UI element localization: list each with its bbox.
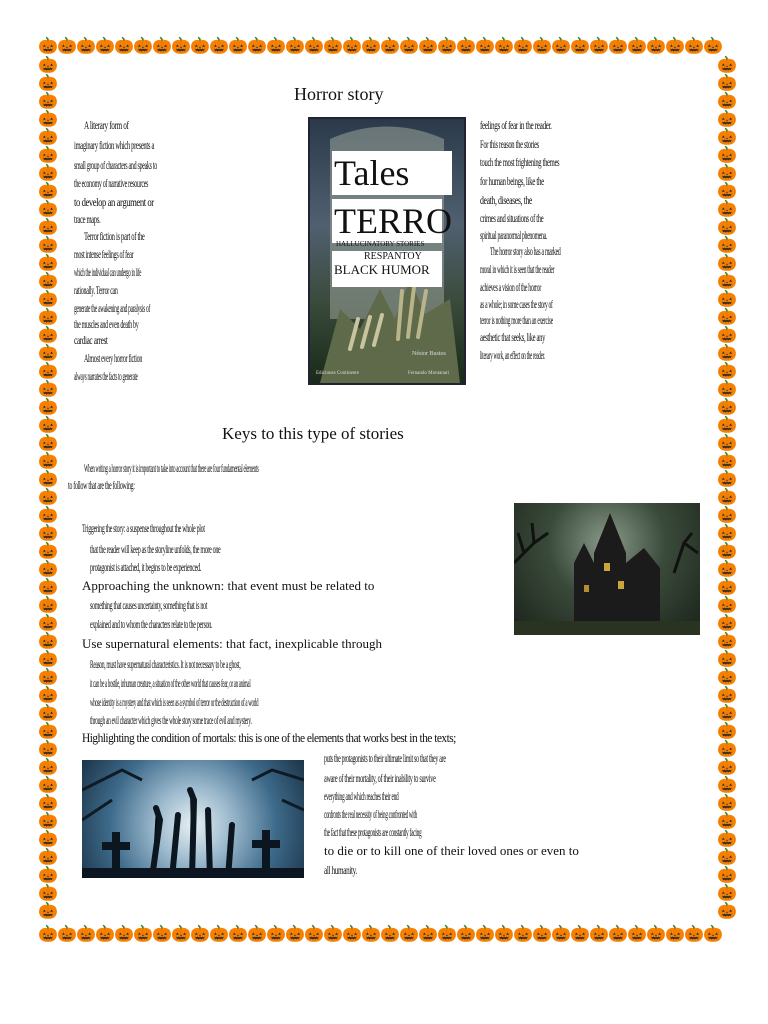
pumpkin-icon: 🎃 <box>38 741 58 758</box>
pumpkin-icon: 🎃 <box>304 38 324 55</box>
pumpkin-icon: 🎃 <box>717 561 737 578</box>
pumpkin-icon: 🎃 <box>717 867 737 884</box>
pumpkin-icon: 🎃 <box>152 38 172 55</box>
graveyard-moon-image <box>82 760 304 878</box>
pumpkin-icon: 🎃 <box>342 926 362 943</box>
pumpkin-icon: 🎃 <box>209 38 229 55</box>
book-author: Néstor Bustos <box>412 351 446 357</box>
pumpkin-icon: 🎃 <box>437 38 457 55</box>
pumpkin-icon: 🎃 <box>38 687 58 704</box>
pumpkin-icon: 🎃 <box>38 579 58 596</box>
text-line: moral in which it is seen that the reader <box>480 262 555 276</box>
pumpkin-icon: 🎃 <box>570 38 590 55</box>
bullet-heading: Use supernatural elements: that fact, inexplicable through <box>82 636 382 651</box>
pumpkin-icon: 🎃 <box>38 777 58 794</box>
pumpkin-icon: 🎃 <box>38 471 58 488</box>
book-illustrator: Fernando Montanari <box>408 371 449 376</box>
text-line: death, diseases, the <box>480 193 532 207</box>
text-line: confronts the real necessity of being confronted with <box>324 807 417 821</box>
pumpkin-icon: 🎃 <box>247 38 267 55</box>
pumpkin-icon: 🎃 <box>418 38 438 55</box>
bullet-line: something that causes uncertainty, something that is not <box>90 598 208 612</box>
text-line: to develop an argument or <box>74 195 154 209</box>
pumpkin-icon: 🎃 <box>717 453 737 470</box>
pumpkin-icon: 🎃 <box>38 453 58 470</box>
text-line: as a whole; in some cases the story of <box>480 297 553 311</box>
pumpkin-icon: 🎃 <box>323 38 343 55</box>
pumpkin-icon: 🎃 <box>717 291 737 308</box>
pumpkin-icon: 🎃 <box>38 669 58 686</box>
pumpkin-icon: 🎃 <box>589 38 609 55</box>
text-line: For this reason the stories <box>480 137 539 151</box>
bullet-line: explained and to whom the characters relate to the person. <box>90 617 213 631</box>
pumpkin-icon: 🎃 <box>703 926 723 943</box>
pumpkin-icon: 🎃 <box>627 926 647 943</box>
pumpkin-icon: 🎃 <box>38 237 58 254</box>
pumpkin-icon: 🎃 <box>361 926 381 943</box>
text-line: most intense feelings of fear <box>74 247 134 261</box>
pumpkin-icon: 🎃 <box>38 813 58 830</box>
text-line: puts the protagonists to their ultimate limit so that they are <box>324 751 446 765</box>
text-line: aware of their mortality, of their inability to survive <box>324 771 436 785</box>
text-line: Almost every horror fiction <box>84 351 143 365</box>
pumpkin-icon: 🎃 <box>456 38 476 55</box>
pumpkin-icon: 🎃 <box>38 38 58 55</box>
pumpkin-icon: 🎃 <box>38 201 58 218</box>
pumpkin-icon: 🎃 <box>570 926 590 943</box>
pumpkin-icon: 🎃 <box>361 38 381 55</box>
pumpkin-icon: 🎃 <box>717 849 737 866</box>
pumpkin-border-right <box>717 57 735 921</box>
pumpkin-icon: 🎃 <box>513 926 533 943</box>
pumpkin-icon: 🎃 <box>627 38 647 55</box>
bullet-line: Reason, must have supernatural characteristics. It is not necessary to be a ghost, <box>90 657 241 671</box>
pumpkin-icon: 🎃 <box>38 255 58 272</box>
pumpkin-icon: 🎃 <box>551 38 571 55</box>
pumpkin-icon: 🎃 <box>380 38 400 55</box>
pumpkin-icon: 🎃 <box>717 147 737 164</box>
pumpkin-icon: 🎃 <box>717 57 737 74</box>
pumpkin-icon: 🎃 <box>38 543 58 560</box>
text-line: for human beings, like the <box>480 174 544 188</box>
text-line: cardiac arrest <box>74 333 108 347</box>
bullet-heading: Triggering the story: a suspense throughout the whole plot <box>82 521 205 535</box>
book-small-title: RESPANTOY <box>364 251 422 262</box>
text-line: trace maps. <box>74 212 101 226</box>
pumpkin-icon: 🎃 <box>38 615 58 632</box>
pumpkin-icon: 🎃 <box>228 38 248 55</box>
pumpkin-icon: 🎃 <box>684 38 704 55</box>
pumpkin-icon: 🎃 <box>717 813 737 830</box>
pumpkin-icon: 🎃 <box>38 93 58 110</box>
pumpkin-icon: 🎃 <box>38 723 58 740</box>
pumpkin-icon: 🎃 <box>717 111 737 128</box>
pumpkin-icon: 🎃 <box>717 417 737 434</box>
pumpkin-icon: 🎃 <box>38 831 58 848</box>
text-line: everything and which reaches their end <box>324 789 399 803</box>
bullet-line: whose identity is a mystery and that which is seen as a symbol of terror or the destruction of a world <box>90 695 259 709</box>
text-line: rationally. Terror can <box>74 283 118 297</box>
pumpkin-icon: 🎃 <box>342 38 362 55</box>
pumpkin-icon: 🎃 <box>665 926 685 943</box>
pumpkin-icon: 🎃 <box>717 237 737 254</box>
pumpkin-icon: 🎃 <box>717 255 737 272</box>
pumpkin-icon: 🎃 <box>38 597 58 614</box>
pumpkin-icon: 🎃 <box>57 926 77 943</box>
pumpkin-icon: 🎃 <box>38 561 58 578</box>
pumpkin-icon: 🎃 <box>228 926 248 943</box>
text-line: imaginary fiction which presents a <box>74 138 155 152</box>
pumpkin-icon: 🎃 <box>38 219 58 236</box>
text-line: Terror fiction is part of the <box>84 229 145 243</box>
pumpkin-icon: 🎃 <box>266 926 286 943</box>
section-heading: Keys to this type of stories <box>222 424 404 443</box>
pumpkin-icon: 🎃 <box>171 926 191 943</box>
pumpkin-icon: 🎃 <box>38 309 58 326</box>
text-line: which the individual can undergo in life <box>74 265 142 279</box>
pumpkin-icon: 🎃 <box>95 38 115 55</box>
text-line: small group of characters and speaks to <box>74 158 157 172</box>
book-title-tales: Tales <box>334 153 410 193</box>
pumpkin-icon: 🎃 <box>38 129 58 146</box>
pumpkin-icon: 🎃 <box>717 885 737 902</box>
book-title-black-humor: BLACK HUMOR <box>334 262 430 277</box>
pumpkin-border-top <box>38 38 721 56</box>
pumpkin-icon: 🎃 <box>285 926 305 943</box>
pumpkin-icon: 🎃 <box>38 651 58 668</box>
pumpkin-icon: 🎃 <box>717 525 737 542</box>
pumpkin-icon: 🎃 <box>717 669 737 686</box>
text-line: to die or to kill one of their loved ones or even to <box>324 843 579 858</box>
pumpkin-border-bottom <box>38 926 721 944</box>
text-line: spiritual paranormal phenomena. <box>480 228 548 242</box>
text-line: feelings of fear in the reader. <box>480 118 552 132</box>
pumpkin-icon: 🎃 <box>456 926 476 943</box>
pumpkin-icon: 🎃 <box>717 687 737 704</box>
pumpkin-icon: 🎃 <box>717 543 737 560</box>
book-title-terror: TERRO <box>334 201 453 241</box>
pumpkin-icon: 🎃 <box>418 926 438 943</box>
pumpkin-icon: 🎃 <box>76 926 96 943</box>
bullet-line: protagonist is attached, it begins to be experienced. <box>90 560 202 574</box>
pumpkin-icon: 🎃 <box>551 926 571 943</box>
pumpkin-icon: 🎃 <box>717 129 737 146</box>
pumpkin-icon: 🎃 <box>717 831 737 848</box>
pumpkin-icon: 🎃 <box>57 38 77 55</box>
bullet-heading: Approaching the unknown: that event must be related to <box>82 578 375 593</box>
zombie-graveyard-illustration <box>82 760 304 878</box>
pumpkin-icon: 🎃 <box>323 926 343 943</box>
pumpkin-icon: 🎃 <box>717 633 737 650</box>
text-line: literary work, an effect on the reader. <box>480 348 545 362</box>
pumpkin-icon: 🎃 <box>38 759 58 776</box>
pumpkin-icon: 🎃 <box>114 926 134 943</box>
pumpkin-icon: 🎃 <box>38 435 58 452</box>
pumpkin-icon: 🎃 <box>717 651 737 668</box>
bullet-line: that the reader will keep as the storyline unfolds, the more one <box>90 542 221 556</box>
text-line: crimes and situations of the <box>480 211 544 225</box>
pumpkin-icon: 🎃 <box>437 926 457 943</box>
pumpkin-icon: 🎃 <box>399 38 419 55</box>
text-line: all humanity. <box>324 863 357 877</box>
pumpkin-icon: 🎃 <box>380 926 400 943</box>
pumpkin-icon: 🎃 <box>76 38 96 55</box>
pumpkin-icon: 🎃 <box>38 57 58 74</box>
pumpkin-icon: 🎃 <box>38 867 58 884</box>
pumpkin-icon: 🎃 <box>717 327 737 344</box>
pumpkin-icon: 🎃 <box>608 38 628 55</box>
book-cover-image <box>308 117 466 385</box>
text-line: the economy of narrative resources <box>74 176 149 190</box>
pumpkin-icon: 🎃 <box>717 615 737 632</box>
pumpkin-icon: 🎃 <box>608 926 628 943</box>
pumpkin-icon: 🎃 <box>38 399 58 416</box>
pumpkin-icon: 🎃 <box>38 525 58 542</box>
pumpkin-icon: 🎃 <box>717 183 737 200</box>
pumpkin-icon: 🎃 <box>703 38 723 55</box>
pumpkin-icon: 🎃 <box>717 471 737 488</box>
pumpkin-icon: 🎃 <box>38 273 58 290</box>
intro-line: to follow that are the following: <box>68 478 135 492</box>
pumpkin-icon: 🎃 <box>475 38 495 55</box>
pumpkin-icon: 🎃 <box>38 489 58 506</box>
pumpkin-icon: 🎃 <box>717 579 737 596</box>
pumpkin-icon: 🎃 <box>38 165 58 182</box>
text-line: The horror story also has a marked <box>490 244 561 258</box>
pumpkin-icon: 🎃 <box>209 926 229 943</box>
pumpkin-icon: 🎃 <box>717 165 737 182</box>
pumpkin-icon: 🎃 <box>247 926 267 943</box>
pumpkin-icon: 🎃 <box>38 327 58 344</box>
pumpkin-icon: 🎃 <box>589 926 609 943</box>
pumpkin-icon: 🎃 <box>114 38 134 55</box>
pumpkin-icon: 🎃 <box>717 777 737 794</box>
pumpkin-icon: 🎃 <box>717 903 737 920</box>
pumpkin-icon: 🎃 <box>38 363 58 380</box>
haunted-house-image <box>514 503 700 635</box>
pumpkin-border-left <box>38 57 56 921</box>
page-title: Horror story <box>294 84 384 104</box>
pumpkin-icon: 🎃 <box>717 309 737 326</box>
text-line: touch the most frightening themes <box>480 155 560 169</box>
pumpkin-icon: 🎃 <box>38 705 58 722</box>
pumpkin-icon: 🎃 <box>717 201 737 218</box>
pumpkin-icon: 🎃 <box>304 926 324 943</box>
pumpkin-icon: 🎃 <box>717 723 737 740</box>
text-line: the fact that these protagonists are constantly facing <box>324 825 422 839</box>
pumpkin-icon: 🎃 <box>38 633 58 650</box>
text-line: A literary form of <box>84 118 129 132</box>
pumpkin-icon: 🎃 <box>190 38 210 55</box>
text-line: achieves a vision of the horror <box>480 280 541 294</box>
pumpkin-icon: 🎃 <box>494 926 514 943</box>
pumpkin-icon: 🎃 <box>38 75 58 92</box>
pumpkin-icon: 🎃 <box>717 489 737 506</box>
pumpkin-icon: 🎃 <box>717 399 737 416</box>
pumpkin-icon: 🎃 <box>717 507 737 524</box>
pumpkin-icon: 🎃 <box>38 381 58 398</box>
pumpkin-icon: 🎃 <box>513 38 533 55</box>
text-line: always narrates the facts to generate <box>74 369 138 383</box>
pumpkin-icon: 🎃 <box>38 345 58 362</box>
text-line: terror is nothing more than an exercise <box>480 313 553 327</box>
pumpkin-icon: 🎃 <box>494 38 514 55</box>
pumpkin-icon: 🎃 <box>285 38 305 55</box>
pumpkin-icon: 🎃 <box>717 435 737 452</box>
pumpkin-icon: 🎃 <box>717 93 737 110</box>
pumpkin-icon: 🎃 <box>717 273 737 290</box>
pumpkin-icon: 🎃 <box>717 759 737 776</box>
pumpkin-icon: 🎃 <box>684 926 704 943</box>
pumpkin-icon: 🎃 <box>266 38 286 55</box>
pumpkin-icon: 🎃 <box>646 926 666 943</box>
pumpkin-icon: 🎃 <box>95 926 115 943</box>
pumpkin-icon: 🎃 <box>190 926 210 943</box>
pumpkin-icon: 🎃 <box>133 38 153 55</box>
pumpkin-icon: 🎃 <box>38 147 58 164</box>
intro-line: When writing a horror story it is important to take into account that there are four fundamental elements <box>84 461 259 475</box>
book-publisher: Ediciones Continente <box>316 371 359 376</box>
pumpkin-icon: 🎃 <box>717 597 737 614</box>
pumpkin-icon: 🎃 <box>38 926 58 943</box>
pumpkin-icon: 🎃 <box>717 795 737 812</box>
bullet-heading: Highlighting the condition of mortals: this is one of the elements that works best in the texts; <box>82 730 456 745</box>
pumpkin-icon: 🎃 <box>717 75 737 92</box>
bullet-line: it can be a hostile, inhuman creature, a situation of the other world that causes fear, or an animal <box>90 676 251 690</box>
pumpkin-icon: 🎃 <box>38 903 58 920</box>
pumpkin-icon: 🎃 <box>38 795 58 812</box>
haunted-house-illustration <box>514 503 700 635</box>
pumpkin-icon: 🎃 <box>38 291 58 308</box>
pumpkin-icon: 🎃 <box>717 381 737 398</box>
bullet-line: through an evil character which gives the whole story some trace of evil and mystery. <box>90 713 252 727</box>
text-line: aesthetic that seeks, like any <box>480 330 546 344</box>
pumpkin-icon: 🎃 <box>133 926 153 943</box>
pumpkin-icon: 🎃 <box>171 38 191 55</box>
pumpkin-icon: 🎃 <box>38 417 58 434</box>
pumpkin-icon: 🎃 <box>475 926 495 943</box>
pumpkin-icon: 🎃 <box>665 38 685 55</box>
pumpkin-icon: 🎃 <box>532 926 552 943</box>
text-line: generate the awakening and paralysis of <box>74 301 150 315</box>
pumpkin-icon: 🎃 <box>399 926 419 943</box>
book-subtitle: HALLUCINATORY STORIES <box>336 240 425 248</box>
pumpkin-icon: 🎃 <box>38 849 58 866</box>
pumpkin-icon: 🎃 <box>38 885 58 902</box>
pumpkin-icon: 🎃 <box>717 219 737 236</box>
pumpkin-icon: 🎃 <box>152 926 172 943</box>
pumpkin-icon: 🎃 <box>38 111 58 128</box>
pumpkin-icon: 🎃 <box>717 363 737 380</box>
pumpkin-icon: 🎃 <box>646 38 666 55</box>
text-line: the muscles and even death by <box>74 317 139 331</box>
pumpkin-icon: 🎃 <box>38 183 58 200</box>
pumpkin-icon: 🎃 <box>38 507 58 524</box>
pumpkin-icon: 🎃 <box>532 38 552 55</box>
pumpkin-icon: 🎃 <box>717 705 737 722</box>
pumpkin-icon: 🎃 <box>717 345 737 362</box>
pumpkin-icon: 🎃 <box>717 741 737 758</box>
